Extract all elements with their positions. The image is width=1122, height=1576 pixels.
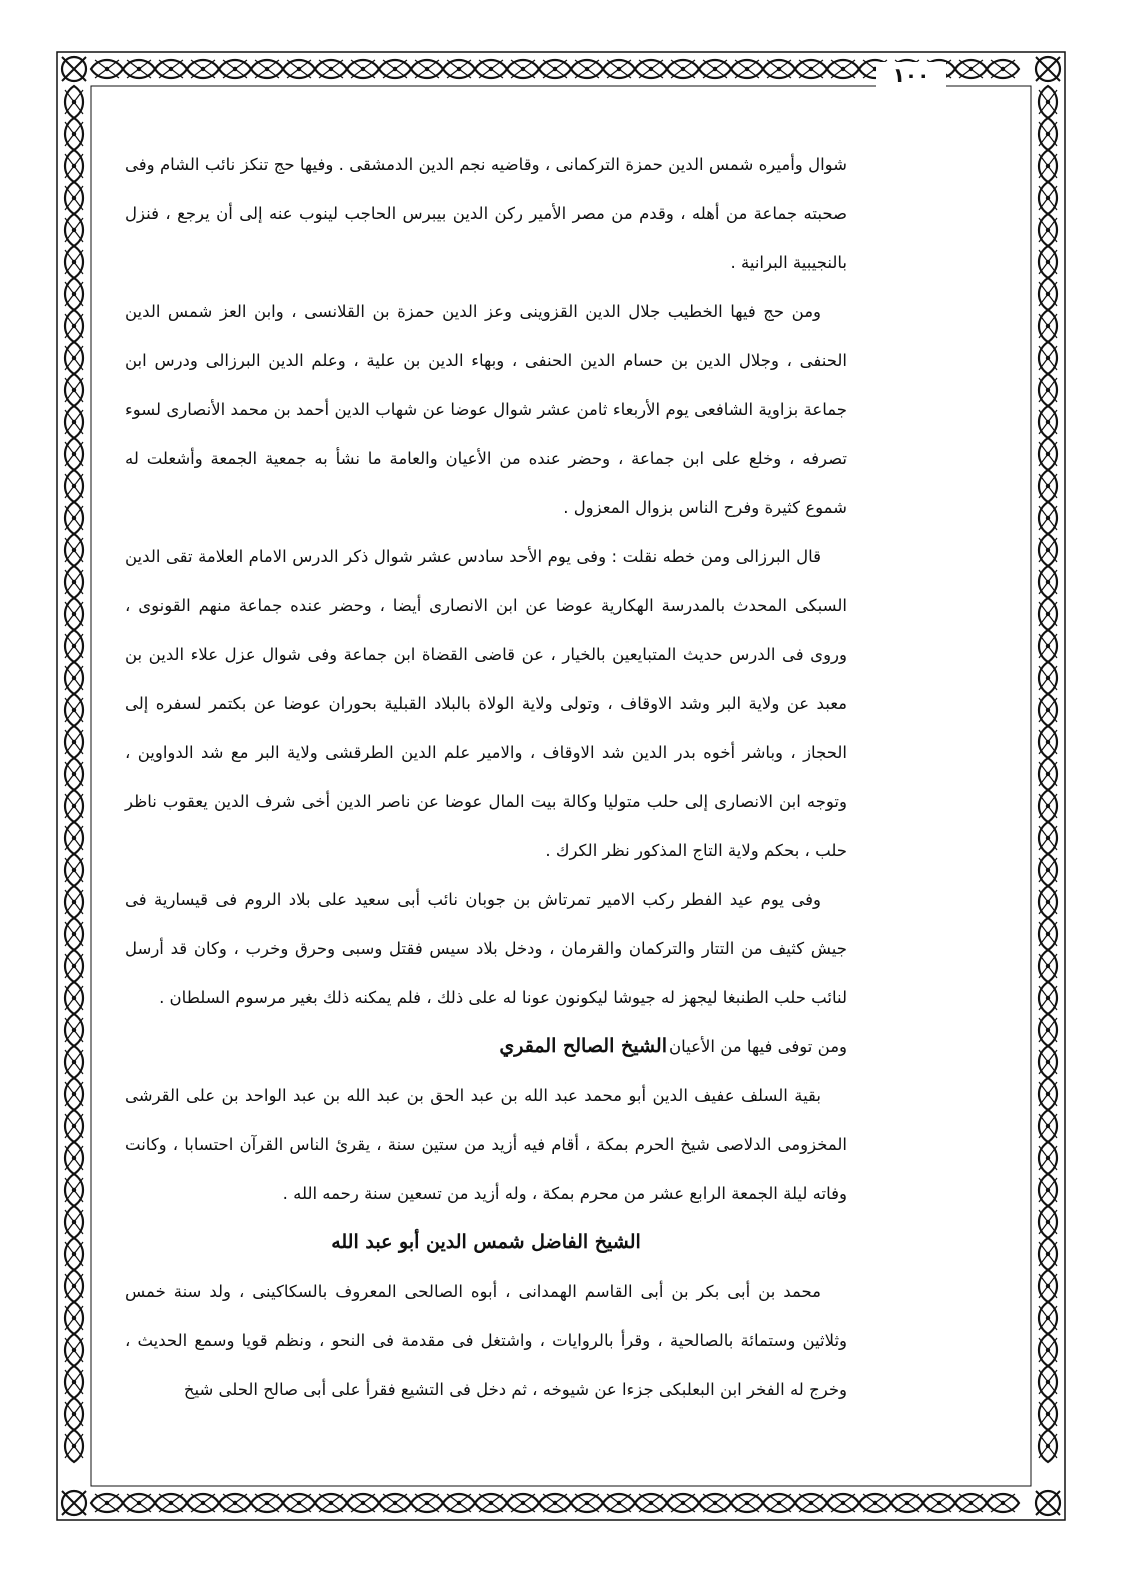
paragraph: وفى يوم عيد الفطر ركب الامير تمرتاش بن جوبان نائب أبى سعيد على بلاد الروم فى قيسارية فى جيش كثيف من التتار والتركمان والقرمان ، ودخل بلاد سيس فقتل وسبى وحرق وخرب ، وكان قد أرسل لنائب حلب الطنبغا ليجهز له جيوشا ليكونون عونا له على ذلك ، فلم يمكنه ذلك بغير مرسوم السلطان . — [125, 890, 847, 1007]
obituary-text: بقية السلف عفيف الدين أبو محمد عبد الله بن عبد الحق بن عبد الله بن عبد الواحد بن على القرشى المخزومى الدلاصى شيخ الحرم بمكة ، أقام فيه أزيد من ستين سنة ، يقرئ الناس القرآن احتسابا ، وكانت وفاته ليلة الجمعة الرابع عشر من محرم بمكة ، وله أزيد من تسعين سنة رحمه الله . — [125, 1086, 847, 1203]
paragraph: ومن حج فيها الخطيب جلال الدين القزوينى وعز الدين حمزة بن القلانسى ، وابن العز شمس الدين الحنفى ، وجلال الدين بن حسام الدين الحنفى ، وبهاء الدين بن علية ، وعلم الدين البرزالى ودرس ابن جماعة بزاوية الشافعى يوم الأربعاء ثامن عشر شوال عوضا عن شهاب الدين أحمد بن محمد الأنصارى لسوء تصرفه ، وخلع على ابن جماعة ، وحضر عنده من الأعيان والعامة ما نشأ به جمعية الجمعة وأشعلت له شموع كثيرة وفرح الناس بزوال المعزول . — [125, 302, 847, 517]
page-number: ١٠٠ — [876, 62, 946, 88]
deaths-section-header — [125, 1022, 847, 1071]
deaths-intro: ومن توفى فيها من الأعيان — [669, 1037, 847, 1056]
paragraph: شوال وأميره شمس الدين حمزة التركمانى ، وقاضيه نجم الدين الدمشقى . وفيها حج تنكز نائب الشام وفى صحبته جماعة من أهله ، وقدم من مصر الأمير ركن الدين بيبرس الحاجب لينوب عنه إلى أن يرجع ، فنزل بالنجيبية البرانية . — [125, 155, 847, 272]
obituary-heading: الشيخ الصالح المقري — [499, 1035, 667, 1057]
page-body — [125, 140, 847, 1414]
obituary-heading: الشيخ الفاضل شمس الدين أبو عبد الله — [331, 1231, 641, 1253]
obituary-text: محمد بن أبى بكر بن أبى القاسم الهمدانى ، أبوه الصالحى المعروف بالسكاكينى ، ولد سنة خمس وثلاثين وستمائة بالصالحية ، وقرأ بالروايات ، واشتغل فى مقدمة فى النحو ، ونظم قويا وسمع الحديث ، وخرج له الفخر ابن البعلبكى جزءا عن شيوخه ، ثم دخل فى التشيع فقرأ على أبى صالح الحلى شيخ — [125, 1282, 847, 1399]
paragraph: قال البرزالى ومن خطه نقلت : وفى يوم الأحد سادس عشر شوال ذكر الدرس الامام العلامة تقى الدين السبكى المحدث بالمدرسة الهكارية عوضا عن ابن الانصارى أيضا ، وحضر عنده جماعة منهم القونوى ، وروى فى الدرس حديث المتبايعين بالخيار ، عن قاضى القضاة ابن جماعة وفى شوال عزل علاء الدين بن معبد عن ولاية البر وشد الاوقاف ، وتولى ولاية الولاة بالبلاد القبلية بحوران عوضا عن بكتمر لسفره إلى الحجاز ، وباشر أخوه بدر الدين شد الاوقاف ، والامير علم الدين الطرقشى ولاية البر مع شد الدواوين ، وتوجه ابن الانصارى إلى حلب متوليا وكالة بيت المال عوضا عن ناصر الدين أخى شرف الدين يعقوب ناظر حلب ، بحكم ولاية التاج المذكور نظر الكرك . — [125, 547, 847, 860]
